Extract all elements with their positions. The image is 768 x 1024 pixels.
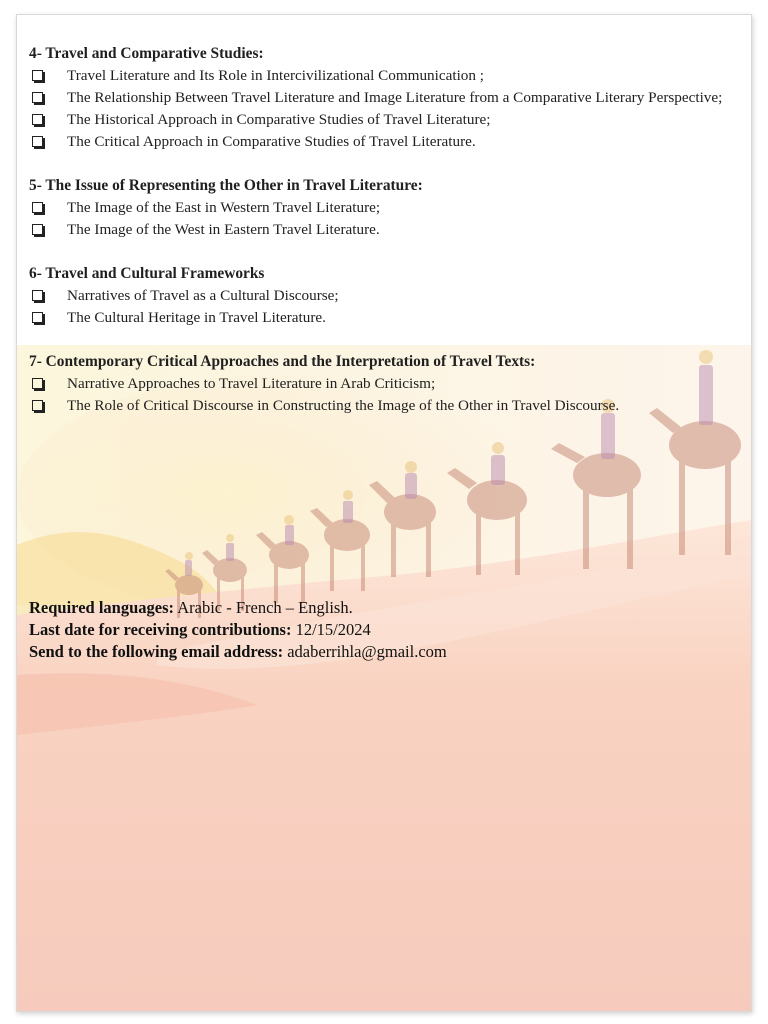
- document-frame: [16, 14, 752, 1012]
- list-item-text: The Critical Approach in Comparative Studies of Travel Literature.: [67, 133, 476, 150]
- item-list: [29, 65, 745, 153]
- list-item-text: The Cultural Heritage in Travel Literature.: [67, 309, 326, 326]
- languages-value: Arabic - French – English.: [174, 598, 353, 617]
- checkbox-bullet-icon: [32, 202, 43, 213]
- email-label: Send to the following email address:: [29, 642, 284, 661]
- checkbox-bullet-icon: [32, 400, 43, 411]
- list-item-text: The Historical Approach in Comparative Studies of Travel Literature;: [67, 111, 491, 128]
- list-item: [29, 395, 745, 417]
- section-title: 7- Contemporary Critical Approaches and the Interpretation of Travel Texts:: [29, 353, 536, 370]
- checkbox-bullet-icon: [32, 378, 43, 389]
- section-4: [29, 43, 745, 153]
- list-item-text: The Image of the East in Western Travel Literature;: [67, 199, 381, 216]
- checkbox-bullet-icon: [32, 312, 43, 323]
- list-item: [29, 65, 745, 87]
- section-title: 5- The Issue of Representing the Other in Travel Literature:: [29, 177, 423, 194]
- list-item: [29, 285, 745, 307]
- list-item: [29, 219, 745, 241]
- deadline-line: [29, 619, 447, 641]
- section-title: 4- Travel and Comparative Studies:: [29, 45, 264, 62]
- section-7: [29, 351, 745, 417]
- list-item-text: Travel Literature and Its Role in Intercivilizational Communication ;: [67, 67, 484, 84]
- checkbox-bullet-icon: [32, 114, 43, 125]
- email-address: adaberrihla@gmail.com: [283, 642, 447, 661]
- checkbox-bullet-icon: [32, 136, 43, 147]
- languages-label: Required languages:: [29, 598, 175, 617]
- checkbox-bullet-icon: [32, 224, 43, 235]
- submission-info: [29, 597, 447, 663]
- list-item-text: The Relationship Between Travel Literature and Image Literature from a Comparative Literary Perspective;: [67, 89, 723, 106]
- deadline-label: Last date for receiving contributions:: [29, 620, 292, 639]
- checkbox-bullet-icon: [32, 290, 43, 301]
- section-6: [29, 263, 745, 329]
- list-item: [29, 307, 745, 329]
- list-item: [29, 131, 745, 153]
- topics-list: [29, 43, 745, 439]
- item-list: [29, 197, 745, 241]
- list-item-text: Narratives of Travel as a Cultural Discourse;: [67, 287, 339, 304]
- section-title: 6- Travel and Cultural Frameworks: [29, 265, 265, 282]
- item-list: [29, 373, 745, 417]
- list-item: [29, 87, 745, 109]
- list-item-text: The Image of the West in Eastern Travel Literature.: [67, 221, 380, 238]
- checkbox-bullet-icon: [32, 92, 43, 103]
- item-list: [29, 285, 745, 329]
- list-item: [29, 373, 745, 395]
- list-item-text: Narrative Approaches to Travel Literature in Arab Criticism;: [67, 375, 436, 392]
- section-5: [29, 175, 745, 241]
- languages-line: [29, 597, 447, 619]
- deadline-value: 12/15/2024: [291, 620, 371, 639]
- list-item: [29, 109, 745, 131]
- list-item: [29, 197, 745, 219]
- checkbox-bullet-icon: [32, 70, 43, 81]
- email-line: [29, 641, 447, 663]
- list-item-text: The Role of Critical Discourse in Constructing the Image of the Other in Travel Discourse.: [67, 397, 620, 414]
